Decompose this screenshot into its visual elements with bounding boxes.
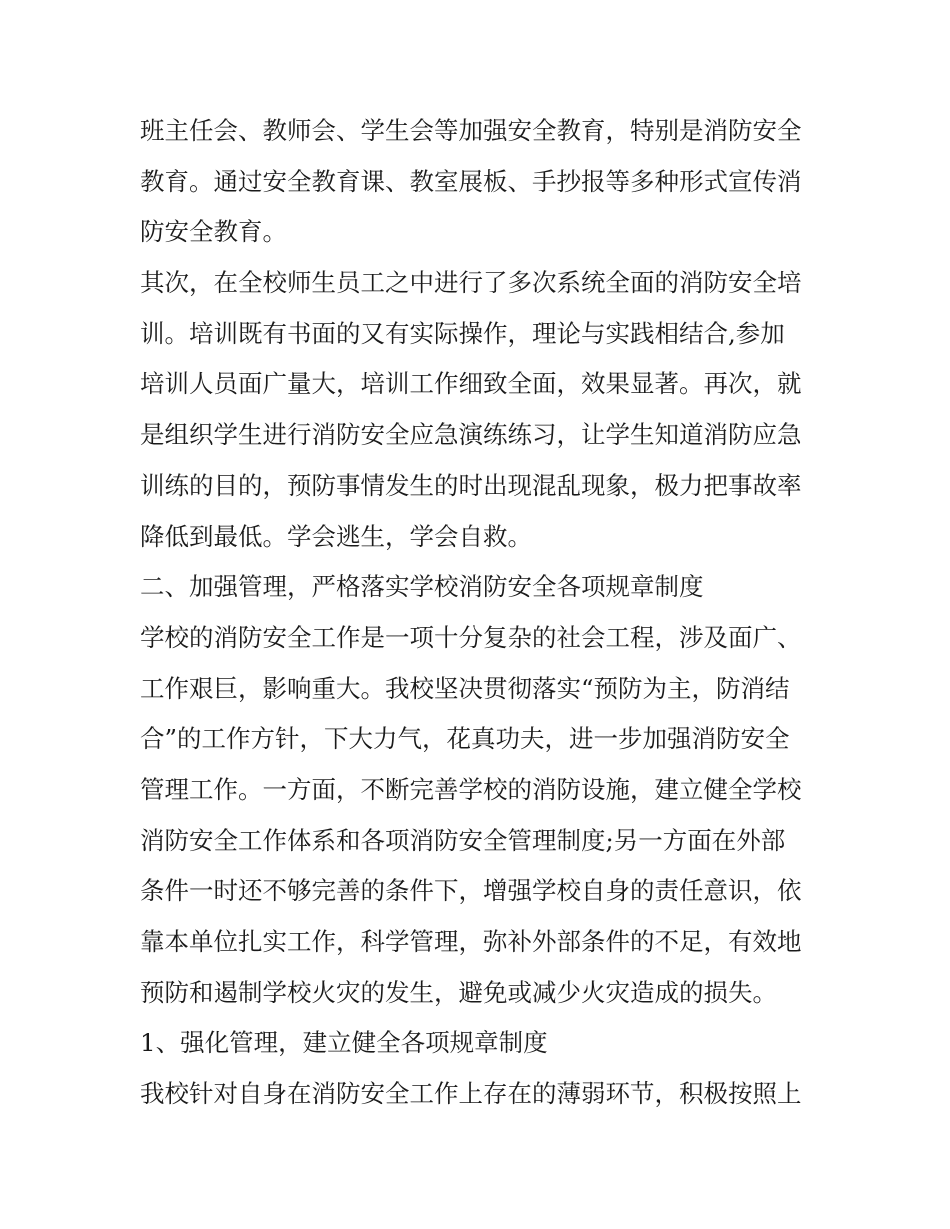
text-line: 工作艰巨，影响重大。我校坚决贯彻落实“预防为主，防消结 bbox=[140, 673, 790, 703]
text-line: 其次，在全校师生员工之中进行了多次系统全面的消防安全培 bbox=[140, 268, 802, 298]
text-line: 条件一时还不够完善的条件下，增强学校自身的责任意识，依 bbox=[140, 876, 802, 906]
text-line: 教育。通过安全教育课、教室展板、手抄报等多种形式宣传消 bbox=[140, 166, 802, 196]
text-line: 管理工作。一方面，不断完善学校的消防设施，建立健全学校 bbox=[140, 774, 802, 804]
text-line: 消防安全工作体系和各项消防安全管理制度;另一方面在外部 bbox=[140, 825, 786, 855]
text-line: 降低到最低。学会逃生，学会自救。 bbox=[140, 521, 532, 551]
text-line: 我校针对自身在消防安全工作上存在的薄弱环节，积极按照上 bbox=[140, 1079, 802, 1109]
text-line: 防安全教育。 bbox=[140, 217, 287, 247]
text-line: 训。培训既有书面的又有实际操作，理论与实践相结合,参加 bbox=[140, 318, 785, 348]
body-text bbox=[140, 106, 820, 1120]
text-line: 预防和遏制学校火灾的发生，避免或减少火灾造成的损失。 bbox=[140, 977, 777, 1007]
text-line: 靠本单位扎实工作，科学管理，弥补外部条件的不足，有效地 bbox=[140, 927, 802, 956]
text-line: 训练的目的，预防事情发生的时出现混乱现象，极力把事故率 bbox=[140, 470, 802, 500]
text-line: 班主任会、教师会、学生会等加强安全教育，特别是消防安全 bbox=[140, 116, 802, 145]
text-line: 合”的工作方针，下大力气，花真功夫，进一步加强消防安全 bbox=[140, 724, 790, 754]
section-heading: 二、加强管理，严格落实学校消防安全各项规章制度 bbox=[140, 572, 704, 602]
text-line: 是组织学生进行消防安全应急演练练习，让学生知道消防应急 bbox=[140, 420, 802, 450]
subsection-heading: 1、强化管理，建立健全各项规章制度 bbox=[140, 1028, 548, 1058]
text-line: 培训人员面广量大，培训工作细致全面，效果显著。再次，就 bbox=[140, 369, 802, 399]
text-line: 学校的消防安全工作是一项十分复杂的社会工程，涉及面广、 bbox=[140, 622, 802, 652]
